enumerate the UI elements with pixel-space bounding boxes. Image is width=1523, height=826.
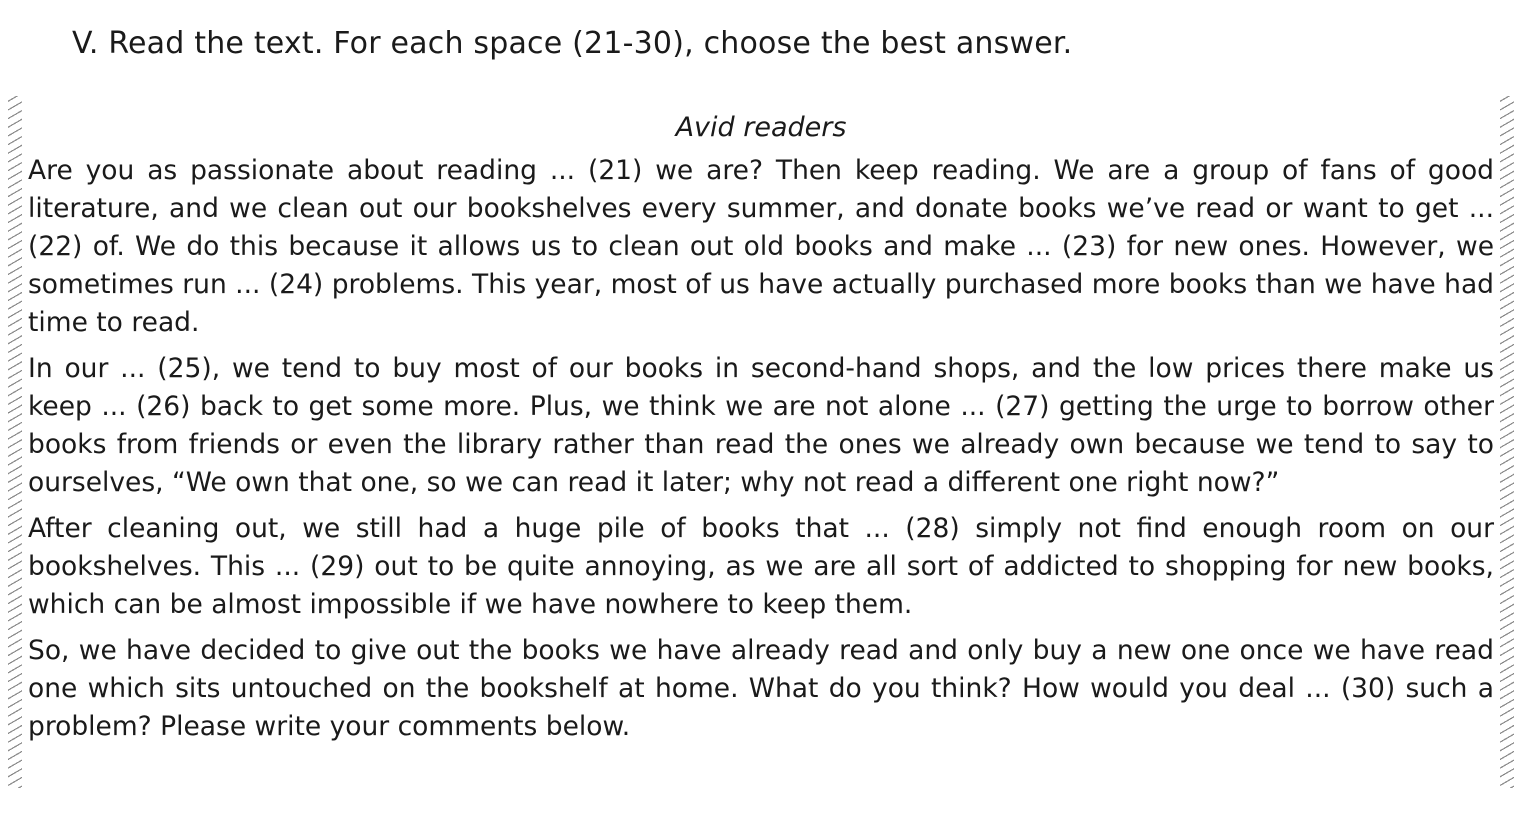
passage-paragraph-3: After cleaning out, we still had a huge pile of books that ... (28) simply not find enough room on our bookshelves. This ... (29) out to be quite annoying, as we are all sort of addicted to shopping for new books, which can be almost impossible if we have nowhere to keep them. (28, 513, 1494, 620)
passage-title: Avid readers (675, 112, 847, 143)
exercise-instruction: V. Read the text. For each space (21-30), choose the best answer. (72, 26, 1073, 61)
passage-paragraph-4: So, we have decided to give out the books we have already read and only buy a new one once we have read one which sits untouched on the bookshelf at home. What do you think? How would you deal ... (30) such a problem? Please write your comments below. (28, 635, 1494, 742)
passage-paragraph-2: In our ... (25), we tend to buy most of our books in second-hand shops, and the low prices there make us keep ... (26) back to get some more. Plus, we think we are not alone ... (27) getting the urge to borrow other books from friends or even the library rather than read the ones we already own because we tend to say to ourselves, “We own that one, so we can read it later; why not read a different one right now?” (28, 353, 1494, 498)
passage-paragraph-1: Are you as passionate about reading ... (21) we are? Then keep reading. We are a group of fans of good literature, and we clean out our bookshelves every summer, and donate books we’ve read or want to get ... (22) of. We do this because it allows us to clean out old books and make ... (23) for new ones. However, we sometimes run ... (24) problems. This year, most of us have actually purchased more books than we have had time to read. (28, 155, 1494, 338)
decorative-border-left (8, 96, 22, 788)
passage-frame (8, 96, 1514, 788)
decorative-border-right (1500, 96, 1514, 788)
reading-passage (28, 106, 1494, 754)
